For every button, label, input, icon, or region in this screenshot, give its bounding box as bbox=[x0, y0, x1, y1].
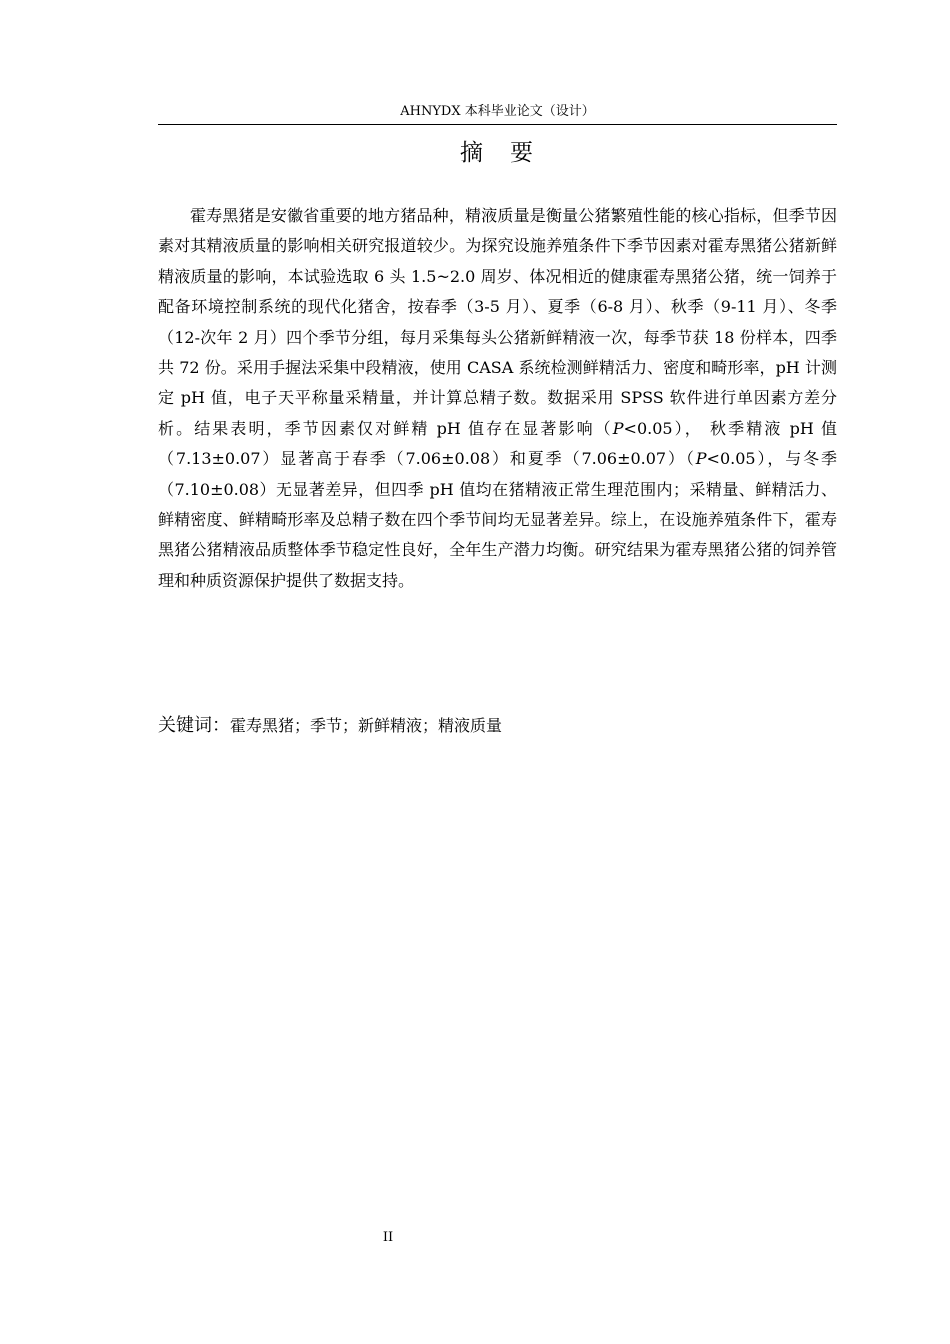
abstract-text-part-3: <0.05），与冬季（7.10±0.08）无显著差异，但四季 pH 值均在猪精液正常生理范围内；采精量、鲜精活力、鲜精密度、鲜精畸形率及总精子数在四个季节间均无显著差异。综上，在设施养殖条件下，霍寿黑猪公猪精液品质整体季节稳定性良好，全年生产潜力均衡。研究结果为霍寿黑猪公猪的饲养管理和种质资源保护提供了数据支持。 bbox=[158, 449, 837, 590]
header-text: AHNYDX 本科毕业论文（设计） bbox=[400, 104, 595, 119]
keywords-label: 关键词： bbox=[158, 715, 230, 736]
abstract-body bbox=[158, 201, 837, 596]
keywords-value: 霍寿黑猪；季节；新鲜精液；精液质量 bbox=[230, 716, 503, 735]
abstract-title: 摘 要 bbox=[460, 140, 535, 166]
p-value-symbol: P bbox=[612, 418, 624, 438]
p-value-symbol: P bbox=[695, 449, 707, 469]
page-header bbox=[158, 102, 837, 125]
abstract-text-part-1: 霍寿黑猪是安徽省重要的地方猪品种，精液质量是衡量公猪繁殖性能的核心指标，但季节因素对其精液质量的影响相关研究报道较少。为探究设施养殖条件下季节因素对霍寿黑猪公猪新鲜精液质量的影响，本试验选取 6 头 1.5~2.0 周岁、体况相近的健康霍寿黑猪公猪，统一饲养于配备环境控制系统的现代化猪舍，按春季（3-5 月）、夏季（6-8 月）、秋季（9-11 月）、冬季（12-次年 2 月）四个季节分组，每月采集每头公猪新鲜精液一次，每季节获 18 份样本，四季共 72 份。采用手握法采集中段精液，使用 CASA 系统检测鲜精活力、密度和畸形率，pH 计测定 pH 值，电子天平称量采精量，并计算总精子数。数据采用 SPSS 软件进行单因素方差分析。结果表明，季节因素仅对鲜精 pH 值存在显著影响（ bbox=[158, 206, 837, 438]
abstract-paragraph bbox=[158, 201, 837, 596]
page-number: II bbox=[382, 1230, 394, 1245]
keywords-line bbox=[158, 712, 837, 740]
abstract-text-part-2: <0.05）， 秋季精液 pH 值（7.13±0.07）显著高于春季（7.06±0.08）和夏季（7.06±0.07）（ bbox=[158, 418, 837, 469]
